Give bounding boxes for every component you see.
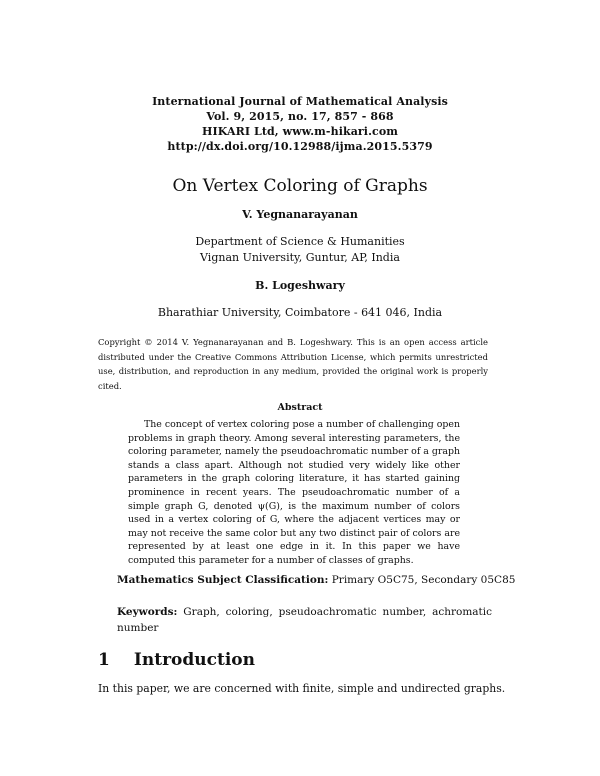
journal-doi[interactable]: http://dx.doi.org/10.12988/ijma.2015.5379 bbox=[167, 140, 433, 153]
author-affiliation bbox=[0, 305, 600, 321]
affiliation-line: Bharathiar University, Coimbatore - 641 046, India bbox=[157, 306, 443, 319]
journal-volume: Vol. 9, 2015, no. 17, 857 - 868 bbox=[206, 110, 394, 123]
journal-header bbox=[0, 94, 600, 154]
copyright-notice: Copyright © 2014 V. Yegnanarayanan and B. Logeshwary. This is an open access article distributed under the Creative Commons Attribution License, which permits unrestricted use, distribution, and reproduction in any medium, provided the original work is properly cited. bbox=[98, 337, 488, 391]
msc-value: Primary O5C75, Secondary 05C85 bbox=[331, 574, 516, 586]
journal-publisher: HIKARI Ltd, www.m-hikari.com bbox=[201, 125, 398, 138]
keywords-label: Keywords: bbox=[117, 606, 178, 618]
abstract-text: The concept of vertex coloring pose a number of challenging open problems in graph theory. Among several interesting parameters, the coloring parameter, namely the pseudoachromatic number of a graph stands a class apart. Although not studied very widely like other parameters in the graph coloring literature, it has started gaining prominence in recent years. The pseudoachromatic number of a simple graph G, denoted ψ(G), is the maximum number of colors used in a vertex coloring of G, where the adjacent vertices may or may not receive the same color but any two distinct pair of colors are represented by at least one edge in it. In this paper we have computed this parameter for a number of classes of graphs. bbox=[128, 419, 460, 566]
intro-paragraph: In this paper, we are concerned with finite, simple and undirected graphs. bbox=[98, 682, 506, 695]
keywords bbox=[117, 604, 492, 636]
keywords-value: Graph, coloring, pseudoachromatic number, achromatic number bbox=[117, 606, 492, 634]
abstract-heading: Abstract bbox=[277, 402, 323, 413]
section-number: 1 bbox=[98, 650, 110, 670]
author-name: B. Logeshwary bbox=[255, 279, 345, 292]
subject-classification bbox=[117, 574, 516, 586]
affiliation-line: Vignan University, Guntur, AP, India bbox=[200, 251, 400, 264]
affiliation-line: Department of Science & Humanities bbox=[195, 235, 405, 248]
author-affiliation bbox=[0, 234, 600, 266]
section-heading bbox=[98, 650, 498, 670]
section-title: Introduction bbox=[133, 650, 255, 670]
paper-title: On Vertex Coloring of Graphs bbox=[172, 176, 428, 196]
author-name: V. Yegnanarayanan bbox=[242, 208, 358, 221]
msc-label: Mathematics Subject Classification: bbox=[117, 574, 329, 586]
journal-name: International Journal of Mathematical Analysis bbox=[152, 95, 448, 108]
